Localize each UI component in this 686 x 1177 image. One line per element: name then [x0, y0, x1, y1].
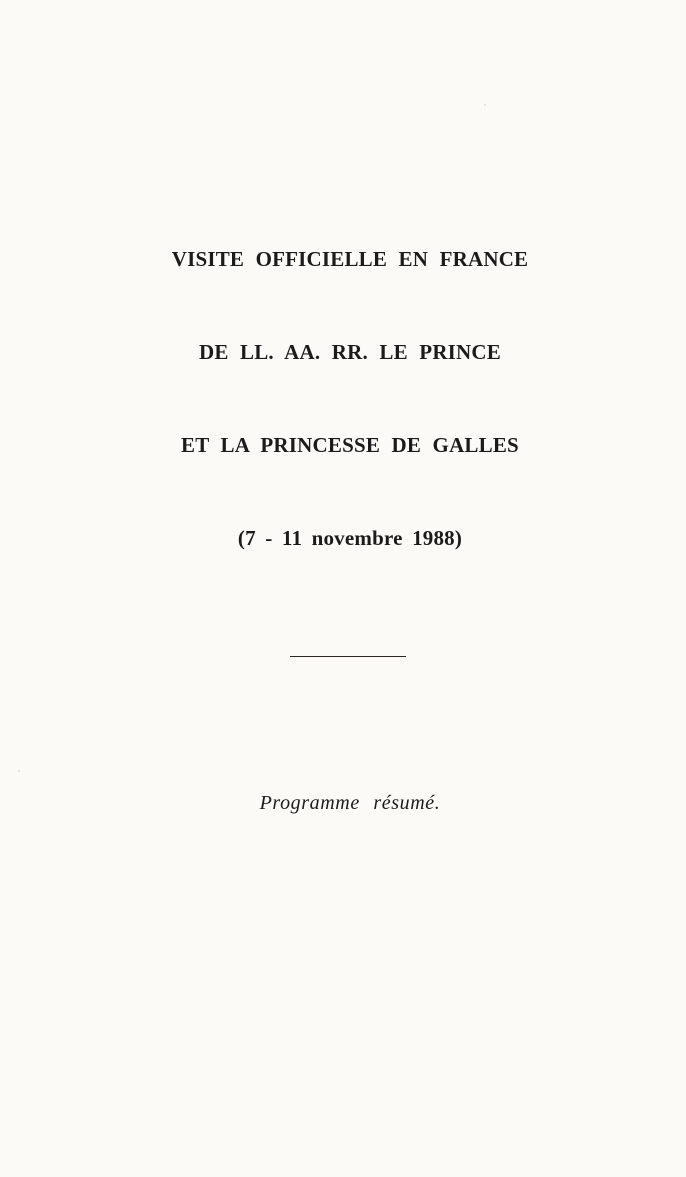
heading-line-3: ET LA PRINCESSE DE GALLES [181, 433, 519, 457]
paper-speck [18, 770, 20, 772]
heading-line-1: VISITE OFFICIELLE EN FRANCE [171, 247, 529, 271]
date-range: (7 - 11 novembre 1988) [237, 526, 463, 550]
paper-speck [484, 104, 486, 106]
divider-rule [290, 656, 406, 657]
subtitle: Programme résumé. [259, 792, 441, 814]
heading-line-2: DE LL. AA. RR. LE PRINCE [198, 340, 501, 364]
